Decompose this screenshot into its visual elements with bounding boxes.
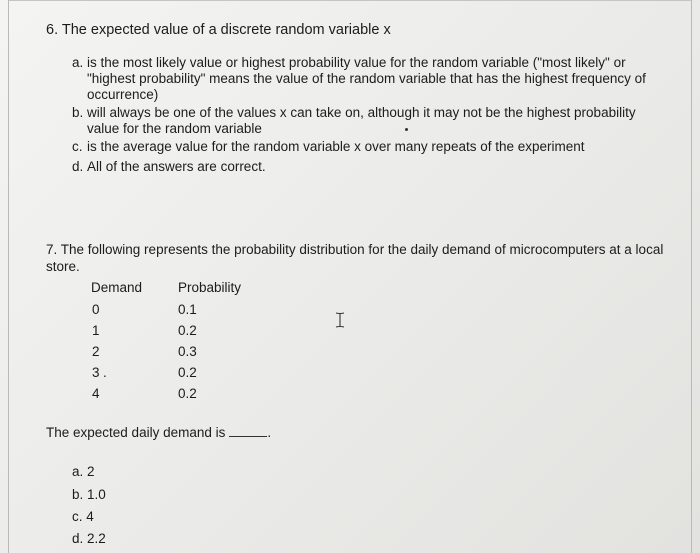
q6-option-a-letter: a. — [72, 55, 84, 70]
table-cell-demand: 2 — [92, 344, 100, 359]
q6-option-c-line1: is the average value for the random variable x over many repeats of the experiment — [87, 139, 585, 154]
q6-option-b-line2: value for the random variable — [87, 121, 262, 136]
table-cell-demand: 3 — [92, 365, 100, 380]
text-cursor-icon — [334, 312, 346, 328]
q6-option-d-line1: All of the answers are correct. — [87, 159, 266, 174]
q7-prompt-text: The expected daily demand is — [46, 425, 226, 440]
table-cell-probability: 0.2 — [178, 323, 197, 338]
stray-dot — [405, 128, 408, 131]
table-cell-stray-mark: . — [103, 365, 107, 380]
q6-option-b-line1: will always be one of the values x can take on, although it may not be the highest probability — [87, 105, 636, 120]
q6-option-a-line1: is the most likely value or highest probability value for the random variable ("most likely" or — [87, 55, 626, 70]
q7-answer-c[interactable]: c. 4 — [72, 509, 94, 524]
table-cell-probability: 0.3 — [178, 344, 197, 359]
q6-title: 6. The expected value of a discrete random variable x — [46, 22, 391, 38]
q7-title-line1: 7. The following represents the probability distribution for the daily demand of microcomputers at a local — [46, 242, 664, 257]
q7-title — [46, 241, 666, 275]
q7-title-line2: store. — [46, 259, 80, 274]
q6-option-c-letter: c. — [72, 139, 83, 154]
q7-prompt — [46, 425, 271, 440]
q6-option-a-line3: occurrence) — [87, 87, 159, 102]
q7-prompt-end: . — [267, 425, 272, 440]
table-cell-demand: 1 — [92, 323, 100, 338]
q6-option-b-letter: b. — [72, 105, 84, 120]
q6-option-d-letter: d. — [72, 159, 84, 174]
q7-answer-a[interactable]: a. 2 — [72, 464, 95, 479]
table-header-demand: Demand — [91, 280, 143, 295]
q7-answer-b[interactable]: b. 1.0 — [72, 487, 106, 502]
table-cell-demand: 4 — [92, 386, 100, 401]
table-cell-probability: 0.1 — [178, 302, 197, 317]
table-cell-demand: 0 — [92, 302, 100, 317]
answer-blank[interactable] — [229, 426, 267, 437]
table-cell-probability: 0.2 — [178, 365, 197, 380]
table-header-probability: Probability — [178, 280, 242, 295]
q6-option-a-line2: "highest probability" means the value of the random variable that has the highest frequency of — [87, 71, 646, 86]
table-cell-probability: 0.2 — [178, 386, 197, 401]
q7-answer-d[interactable]: d. 2.2 — [72, 531, 106, 546]
